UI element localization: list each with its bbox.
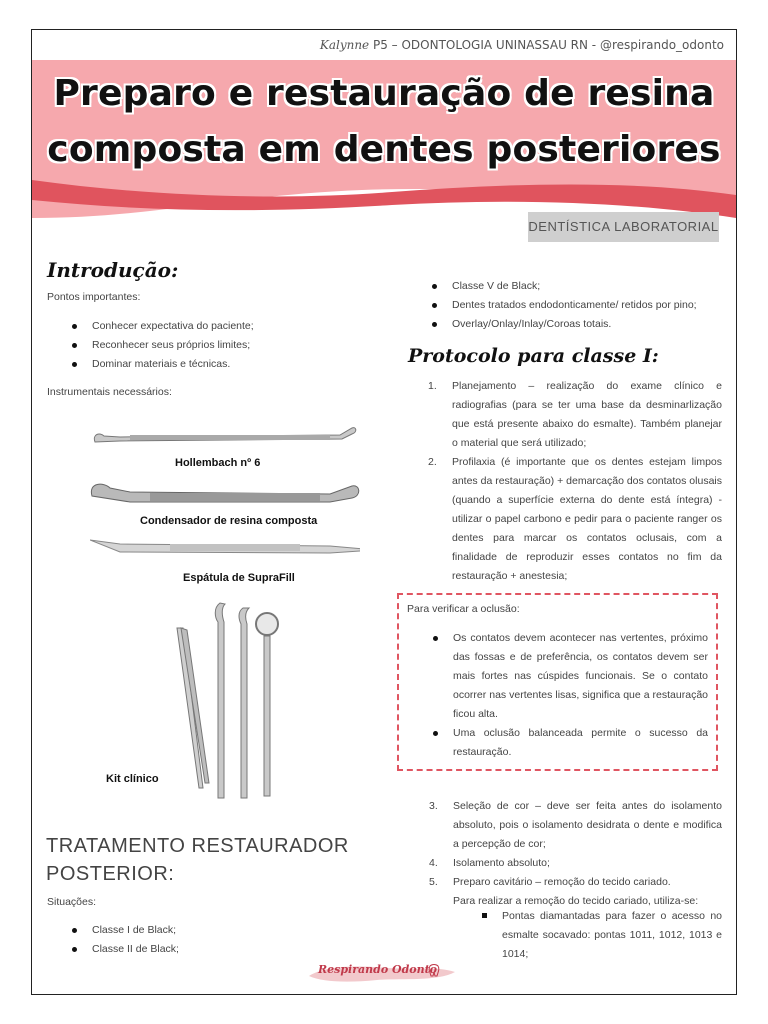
list-item: Os contatos devem acontecer nas vertentes, próximo das fossas e de preferência, os contatos devem ser mais fortes nas cúspides funcionais. Se o contato ocorrer nas vertentes lisas, significa que a restauração ficou alta.	[453, 629, 708, 724]
condensador-instrument-image	[91, 484, 358, 502]
step-text: Seleção de cor – deve ser feita antes do isolamento absoluto, pois o isolamento desidrata o dente e modifica a percepção de cor;	[453, 800, 722, 850]
clinical-kit-image	[165, 598, 290, 813]
step-text: Profilaxia (é importante que os dentes estejam limpos antes da restauração) + demarcação dos contatos olusais (quando a superfície externa do dente está íntegra) - utilizar o papel carbono e pedir para o paciente ranger os dentes para marcar os contatos oclusais, com a finalidade de reproduzir esses contatos no fim da restauração + anestesia;	[452, 456, 722, 582]
protocol-steps-after	[429, 797, 722, 911]
list-item: Classe II de Black;	[92, 940, 292, 959]
list-item: Dentes tratados endodonticamente/ retidos por pino;	[452, 296, 722, 315]
probe-image	[239, 608, 249, 798]
step-number: 3.	[429, 800, 438, 812]
mirror-image	[256, 613, 278, 796]
removal-point-text: Pontas diamantadas para fazer o acesso no esmalte socavado: pontas 1011, 1012, 1013 e 1014;	[502, 910, 722, 960]
protocol-step	[428, 453, 722, 586]
treatment-heading	[46, 832, 349, 888]
intro-label: Pontos importantes:	[47, 291, 141, 303]
subject-tag: DENTÍSTICA LABORATORIAL	[528, 212, 719, 242]
protocol-step	[429, 854, 722, 873]
protocol-heading: Protocolo para classe I:	[408, 345, 659, 367]
protocol-step	[429, 797, 722, 854]
list-item: Dominar materiais e técnicas.	[92, 355, 292, 374]
occlusion-points	[453, 629, 708, 762]
header-course: P5 – ODONTOLOGIA UNINASSAU RN - @respirando_odonto	[369, 38, 724, 52]
list-item: Uma oclusão balanceada permite o sucesso da restauração.	[453, 724, 708, 762]
list-item: Classe I de Black;	[92, 921, 292, 940]
situations-label: Situações:	[47, 896, 97, 908]
title-line-2: composta em dentes posteriores	[47, 129, 721, 170]
removal-points	[502, 907, 722, 964]
page-title	[32, 66, 736, 178]
step-number: 1.	[428, 380, 437, 392]
treatment-heading-line-2: POSTERIOR:	[46, 863, 175, 885]
situations-right	[452, 277, 722, 334]
removal-label: Para realizar a remoção do tecido cariado, utiliza-se:	[453, 895, 699, 907]
step-text: Isolamento absoluto;	[453, 857, 550, 869]
espatula-instrument-image	[90, 540, 360, 553]
step-number: 4.	[429, 857, 438, 869]
header-credit	[320, 38, 724, 52]
caption-condensador: Condensador de resina composta	[140, 515, 318, 527]
tweezers-image	[177, 628, 209, 788]
protocol-step	[428, 377, 722, 453]
step-number: 5.	[429, 876, 438, 888]
list-item: Conhecer expectativa do paciente;	[92, 317, 292, 336]
square-bullet-icon	[482, 913, 487, 918]
protocol-steps	[428, 377, 722, 586]
occlusion-label: Para verificar a oclusão:	[407, 603, 520, 615]
protocol-step	[429, 873, 722, 892]
hollenback-instrument-image	[94, 428, 355, 442]
caption-hollenback: Hollembach nº 6	[175, 457, 261, 469]
step-number: 2.	[428, 456, 437, 468]
instruments-label: Instrumentais necessários:	[47, 386, 172, 398]
caption-kit: Kit clínico	[106, 773, 159, 785]
step-text: Planejamento – realização do exame clínico e radiografias (para se ter uma base da desminarlização que está presente abaixo do esmalte). Também planejar o material que será utilizado;	[452, 380, 722, 449]
list-item: Classe V de Black;	[452, 277, 722, 296]
intro-heading: Introdução:	[47, 258, 179, 282]
explorer-image	[215, 603, 225, 798]
title-line-1: Preparo e restauração de resina	[53, 73, 715, 114]
situations-left	[92, 921, 292, 959]
step-text: Preparo cavitário – remoção do tecido cariado.	[453, 876, 671, 888]
list-item: Overlay/Onlay/Inlay/Coroas totais.	[452, 315, 722, 334]
tooth-icon	[428, 964, 440, 978]
instruments-image	[90, 420, 360, 585]
list-item	[502, 907, 722, 964]
footer-logo: Respirando Odonto	[318, 963, 438, 976]
list-item: Reconhecer seus próprios limites;	[92, 336, 292, 355]
caption-espatula: Espátula de SupraFill	[183, 572, 295, 584]
treatment-heading-line-1: TRATAMENTO RESTAURADOR	[46, 835, 349, 857]
header-author: Kalynne	[319, 38, 370, 52]
intro-points	[92, 317, 292, 374]
